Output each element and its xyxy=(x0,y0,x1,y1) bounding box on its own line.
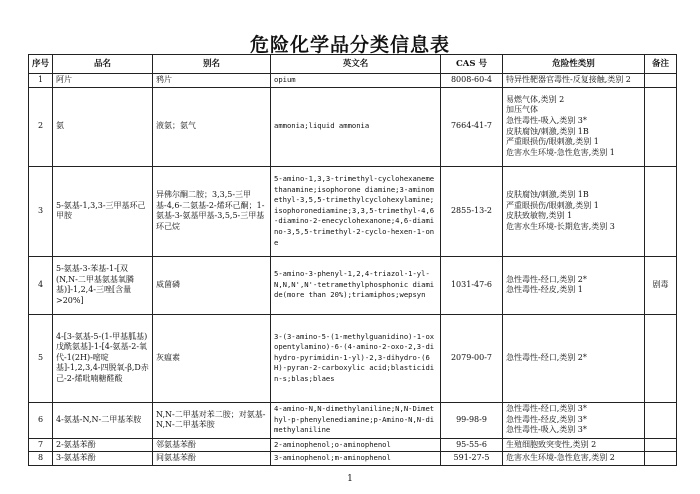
cell-alias: 威菌磷 xyxy=(153,256,271,314)
cell-alias: 液氨；氨气 xyxy=(153,87,271,166)
cell-cas: 7664-41-7 xyxy=(441,87,503,166)
hazard-line: 皮肤腐蚀/刺激,类别 1B xyxy=(506,126,589,136)
cell-name: 2-氨基苯酚 xyxy=(53,438,153,452)
cell-name: 4-氨基-N,N-二甲基苯胺 xyxy=(53,402,153,438)
cell-cas: 2079-00-7 xyxy=(441,314,503,402)
cell-cas: 1031-47-6 xyxy=(441,256,503,314)
hazard-line: 特异性靶器官毒性-反复接触,类别 2 xyxy=(506,75,631,84)
cell-english: 5-amino-1,3,3-trimethyl-cyclohexanemethanamine;isophorone diamine;3-aminomethyl-3,5,5-trimethylcyclohexylamine;isophoronediamine;3,3,5-trimethyl-4,6-diamino-2-enecyclohexanone;4,6-diamino-3,5,5-trimethyl-2-cyclo-hexen-1-one xyxy=(271,166,441,256)
hazard-table xyxy=(28,54,677,466)
cell-hazard xyxy=(503,452,645,466)
cell-hazard xyxy=(503,314,645,402)
cell-name: 阿片 xyxy=(53,74,153,88)
hazard-line: 生殖细胞致突变性,类别 2 xyxy=(506,439,597,449)
cell-no: 8 xyxy=(29,452,53,466)
cell-alias: 异佛尔酮二胺；3,3,5-三甲基-4,6-二氨基-2-烯环己酮；1-氨基-3-氨基甲基-3,5,5-三甲基环己烷 xyxy=(153,166,271,256)
cell-note xyxy=(645,438,677,452)
page-number: 1 xyxy=(347,474,353,484)
table-row xyxy=(29,452,677,466)
cell-cas: 2855-13-2 xyxy=(441,166,503,256)
hazard-line: 皮肤腐蚀/刺激,类别 1B xyxy=(506,189,589,199)
header-english: 英文名 xyxy=(271,55,441,74)
cell-note xyxy=(645,87,677,166)
cell-hazard xyxy=(503,166,645,256)
cell-hazard xyxy=(503,402,645,438)
cell-note xyxy=(645,166,677,256)
header-note: 备注 xyxy=(645,55,677,74)
cell-note xyxy=(645,402,677,438)
cell-no: 7 xyxy=(29,438,53,452)
cell-cas: 99-98-9 xyxy=(441,402,503,438)
header-row xyxy=(29,55,677,74)
cell-name: 5-氨基-3-苯基-1-[双(N,N-二甲基氨基氧膦基)]-1,2,4-三唑[含量>20%] xyxy=(53,256,153,314)
table-row xyxy=(29,402,677,438)
cell-cas: 95-55-6 xyxy=(441,438,503,452)
cell-cas: 8008-60-4 xyxy=(441,74,503,88)
cell-english: 4-amino-N,N-dimethylaniline;N,N-Dimethyl-p-phenylenediamine;p-Amino-N,N-dimethylaniline xyxy=(271,402,441,438)
cell-english: ammonia;liquid ammonia xyxy=(271,87,441,166)
cell-english: 5-amino-3-phenyl-1,2,4-triazol-1-yl-N,N,N',N'-tetramethylphosphonic diamide(more than 20%);triamiphos;wepsyn xyxy=(271,256,441,314)
cell-name: 4-[3-氨基-5-(1-甲基胍基)戊酰氨基]-1-[4-氨基-2-氧代-1(2H)-嘧啶基]-1,2,3,4-四脱氧-β,D赤己-2-烯吡喃糖醛酸 xyxy=(53,314,153,402)
hazard-line: 急性毒性-吸入,类别 3* xyxy=(506,116,587,125)
hazard-line: 皮肤致敏物,类别 1 xyxy=(506,211,573,221)
table-row xyxy=(29,166,677,256)
table-row xyxy=(29,438,677,452)
hazard-line: 急性毒性-经皮,类别 1 xyxy=(506,285,583,295)
header-hazard: 危险性类别 xyxy=(503,55,645,74)
cell-alias: 间氨基苯酚 xyxy=(153,452,271,466)
cell-no: 3 xyxy=(29,166,53,256)
cell-hazard xyxy=(503,87,645,166)
cell-alias: N,N-二甲基对苯二胺；对氨基-N,N-二甲基苯胺 xyxy=(153,402,271,438)
hazard-line: 严重眼损伤/眼刺激,类别 1 xyxy=(506,200,599,210)
header-cas: CAS 号 xyxy=(441,55,503,74)
hazard-line: 易燃气体,类别 2 xyxy=(506,94,565,104)
cell-note: 剧毒 xyxy=(645,256,677,314)
document-title: 危险化学品分类信息表 xyxy=(249,34,450,56)
cell-alias: 鸦片 xyxy=(153,74,271,88)
cell-note xyxy=(645,74,677,88)
cell-hazard xyxy=(503,438,645,452)
cell-english: opium xyxy=(271,74,441,88)
cell-no: 1 xyxy=(29,74,53,88)
cell-no: 5 xyxy=(29,314,53,402)
cell-no: 2 xyxy=(29,87,53,166)
cell-english: 3-(3-amino-5-(1-methylguanidino)-1-oxopentylamino)-6-(4-amino-2-oxo-2,3-dihydro-pyrimidin-1-yl)-2,3-dihydro-(6H)-pyran-2-carboxylic acid;blasticidin-s;blas;blaes xyxy=(271,314,441,402)
table-row xyxy=(29,74,677,88)
hazard-line: 严重眼损伤/眼刺激,类别 1 xyxy=(506,137,599,147)
table-body xyxy=(29,74,677,466)
hazard-line: 急性毒性-经口,类别 2* xyxy=(506,274,587,284)
cell-name: 氨 xyxy=(53,87,153,166)
cell-english: 3-aminophenol;m-aminophenol xyxy=(271,452,441,466)
hazard-line: 加压气体 xyxy=(506,105,538,115)
cell-hazard xyxy=(503,74,645,88)
cell-note xyxy=(645,452,677,466)
table-row xyxy=(29,87,677,166)
hazard-line: 急性毒性-吸入,类别 3* xyxy=(506,425,587,435)
cell-name: 5-氨基-1,3,3-三甲基环己甲胺 xyxy=(53,166,153,256)
cell-hazard xyxy=(503,256,645,314)
table-row xyxy=(29,314,677,402)
cell-note xyxy=(645,314,677,402)
hazard-line: 急性毒性-经口,类别 2* xyxy=(506,352,587,362)
cell-cas: 591-27-5 xyxy=(441,452,503,466)
table-row xyxy=(29,256,677,314)
hazard-line: 危害水生环境-长期危害,类别 3 xyxy=(506,221,615,231)
header-no: 序号 xyxy=(29,55,53,74)
cell-no: 4 xyxy=(29,256,53,314)
header-alias: 别名 xyxy=(153,55,271,74)
cell-alias: 邻氨基苯酚 xyxy=(153,438,271,452)
cell-name: 3-氨基苯酚 xyxy=(53,452,153,466)
header-name: 品名 xyxy=(53,55,153,74)
cell-alias: 灰瘟素 xyxy=(153,314,271,402)
cell-no: 6 xyxy=(29,402,53,438)
hazard-line: 危害水生环境-急性危害,类别 2 xyxy=(506,453,615,463)
hazard-line: 危害水生环境-急性危害,类别 1 xyxy=(506,147,615,157)
hazard-line: 急性毒性-经皮,类别 3* xyxy=(506,414,587,424)
hazard-line: 急性毒性-经口,类别 3* xyxy=(506,404,587,414)
cell-english: 2-aminophenol;o-aminophenol xyxy=(271,438,441,452)
